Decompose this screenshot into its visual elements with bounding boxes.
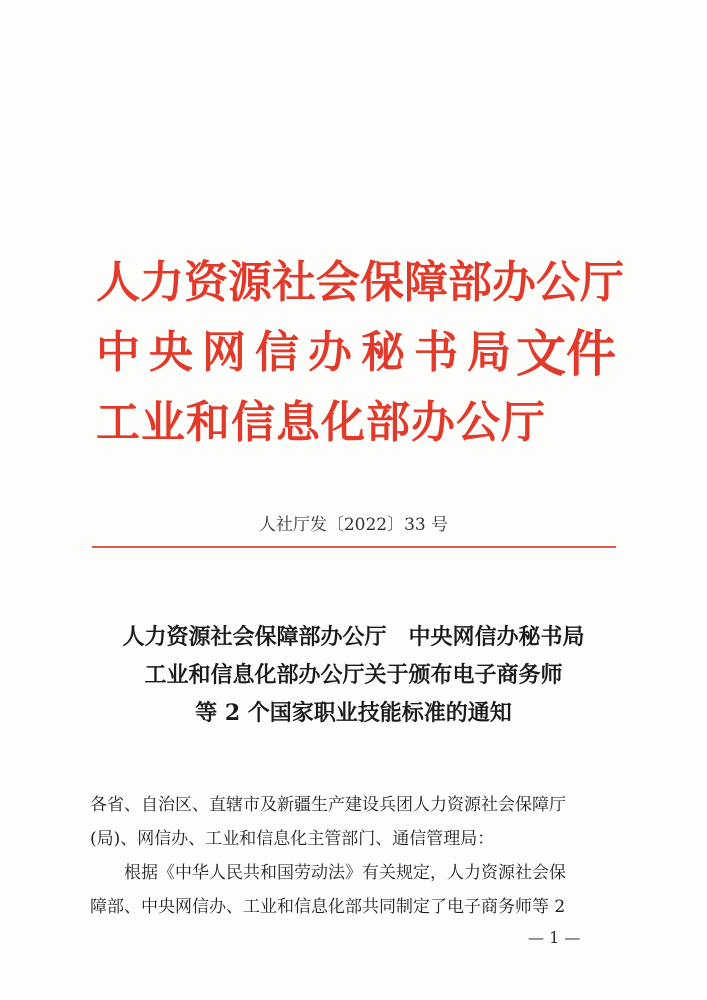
addressee-line: (局)、网信办、工业和信息化主管部门、通信管理局： <box>90 829 495 849</box>
title-line: 人力资源社会保障部办公厅 中央网信办秘书局 <box>122 624 585 650</box>
addressee-line: 各省、自治区、直辖市及新疆生产建设兵团人力资源社会保障厅 <box>90 795 566 815</box>
issuer-name-cac: 中央网信办秘书局 <box>96 327 520 378</box>
document-number: 人社厅发〔2022〕33 号 <box>258 515 449 535</box>
issuer-name-miit: 工业和信息化部办公厅 <box>96 397 546 448</box>
title-line: 工业和信息化部办公厅关于颁布电子商务师 <box>144 662 563 688</box>
issuer-name-hrss: 人力资源社会保障部办公厅 <box>96 257 624 308</box>
document-body <box>90 788 620 924</box>
body-paragraph-line: 根据《中华人民共和国劳动法》有关规定，人力资源社会保 <box>124 863 566 883</box>
title-line: 等 2 个国家职业技能标准的通知 <box>195 700 512 726</box>
body-paragraph-line: 障部、中央网信办、工业和信息化部共同制定了电子商务师等 2 <box>90 897 566 917</box>
document-title <box>0 618 707 732</box>
page-number: — 1 — <box>528 928 581 947</box>
document-type-label: 文件 <box>516 324 616 383</box>
red-divider-line <box>92 546 616 548</box>
